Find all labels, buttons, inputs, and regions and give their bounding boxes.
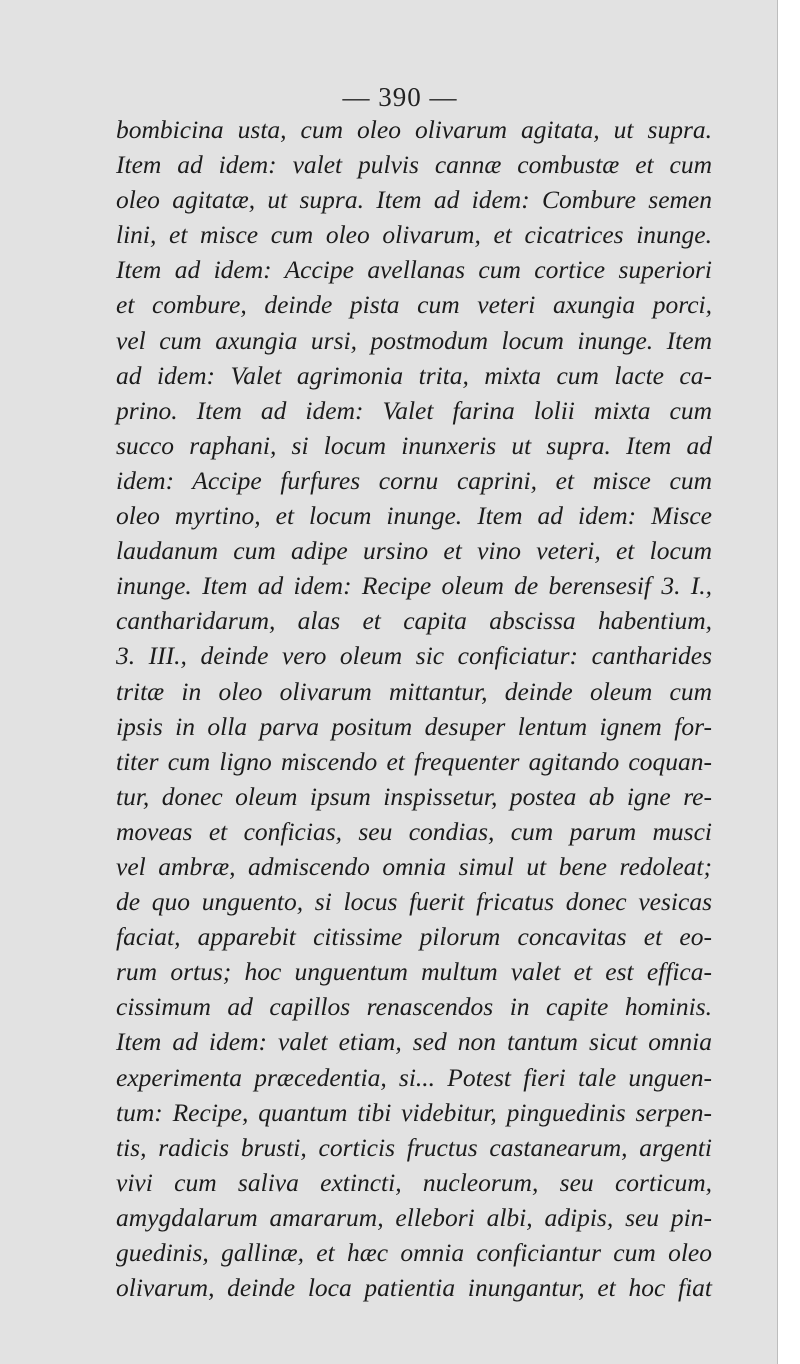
text-line: et combure, deinde pista cum veteri axungia porci, [116, 290, 712, 320]
text-line: oleo agitatæ, ut supra. Item ad idem: Combure semen [116, 185, 712, 215]
text-line: experimenta præcedentia, si... Potest fieri tale unguen- [116, 1062, 712, 1092]
text-line: succo raphani, si locum inunxeris ut supra. Item ad [116, 430, 712, 460]
text-line: amygdalarum amararum, ellebori albi, adipis, seu pin- [116, 1202, 712, 1232]
text-line: ad idem: Valet agrimonia trita, mixta cum lacte ca- [116, 360, 712, 390]
text-line: oleo myrtino, et locum inunge. Item ad idem: Misce [116, 501, 712, 531]
text-line: Item ad idem: valet pulvis cannæ combustæ et cum [116, 150, 712, 180]
text-line: tum: Recipe, quantum tibi videbitur, pinguedinis serpen- [116, 1097, 712, 1127]
text-line: titer cum ligno miscendo et frequenter agitando coquan- [116, 746, 712, 776]
text-line: bombicina usta, cum oleo olivarum agitata, ut supra. [116, 115, 712, 144]
text-line: Item ad idem: valet etiam, sed non tantum sicut omnia [116, 1027, 712, 1057]
text-line: cissimum ad capillos renascendos in capite hominis. [116, 992, 712, 1022]
text-line: Item ad idem: Accipe avellanas cum cortice superiori [116, 255, 712, 285]
text-line: vel cum axungia ursi, postmodum locum inunge. Item [116, 325, 712, 355]
text-line: idem: Accipe furfures cornu caprini, et misce cum [116, 465, 712, 495]
text-line: 3. III., deinde vero oleum sic conficiatur: cantharides [116, 641, 712, 671]
text-line: tritæ in oleo olivarum mittantur, deinde oleum cum [116, 676, 712, 706]
body-text [116, 112, 712, 1305]
text-line: moveas et conficias, seu condias, cum parum musci [116, 816, 712, 846]
text-line: cantharidarum, alas et capita abscissa habentium, [116, 606, 712, 636]
text-line: rum ortus; hoc unguentum multum valet et est effica- [116, 957, 712, 987]
page-number: — 390 — [342, 82, 458, 112]
text-line: ipsis in olla parva positum desuper lentum ignem for- [116, 711, 712, 741]
text-line: guedinis, gallinæ, et hæc omnia conficiantur cum oleo [116, 1238, 712, 1267]
text-line: faciat, apparebit citissime pilorum concavitas et eo- [116, 922, 712, 952]
text-line: inunge. Item ad idem: Recipe oleum de berensesif 3. I., [116, 571, 712, 601]
text-line: vel ambræ, admiscendo omnia simul ut bene redoleat; [116, 851, 712, 881]
text-line: tis, radicis brusti, corticis fructus castanearum, argenti [116, 1132, 712, 1162]
page-edge [777, 0, 800, 1364]
text-line: de quo unguento, si locus fuerit fricatus donec vesicas [116, 887, 712, 917]
text-line: laudanum cum adipe ursino et vino veteri, et locum [116, 536, 712, 566]
text-line: vivi cum saliva extincti, nucleorum, seu corticum, [116, 1167, 712, 1197]
text-line: prino. Item ad idem: Valet farina lolii mixta cum [116, 395, 712, 425]
text-line: olivarum, deinde loca patientia inungantur, et hoc fiat [116, 1273, 712, 1303]
text-line: lini, et misce cum oleo olivarum, et cicatrices inunge. [116, 220, 712, 250]
text-line: tur, donec oleum ipsum inspissetur, postea ab igne re- [116, 781, 712, 811]
